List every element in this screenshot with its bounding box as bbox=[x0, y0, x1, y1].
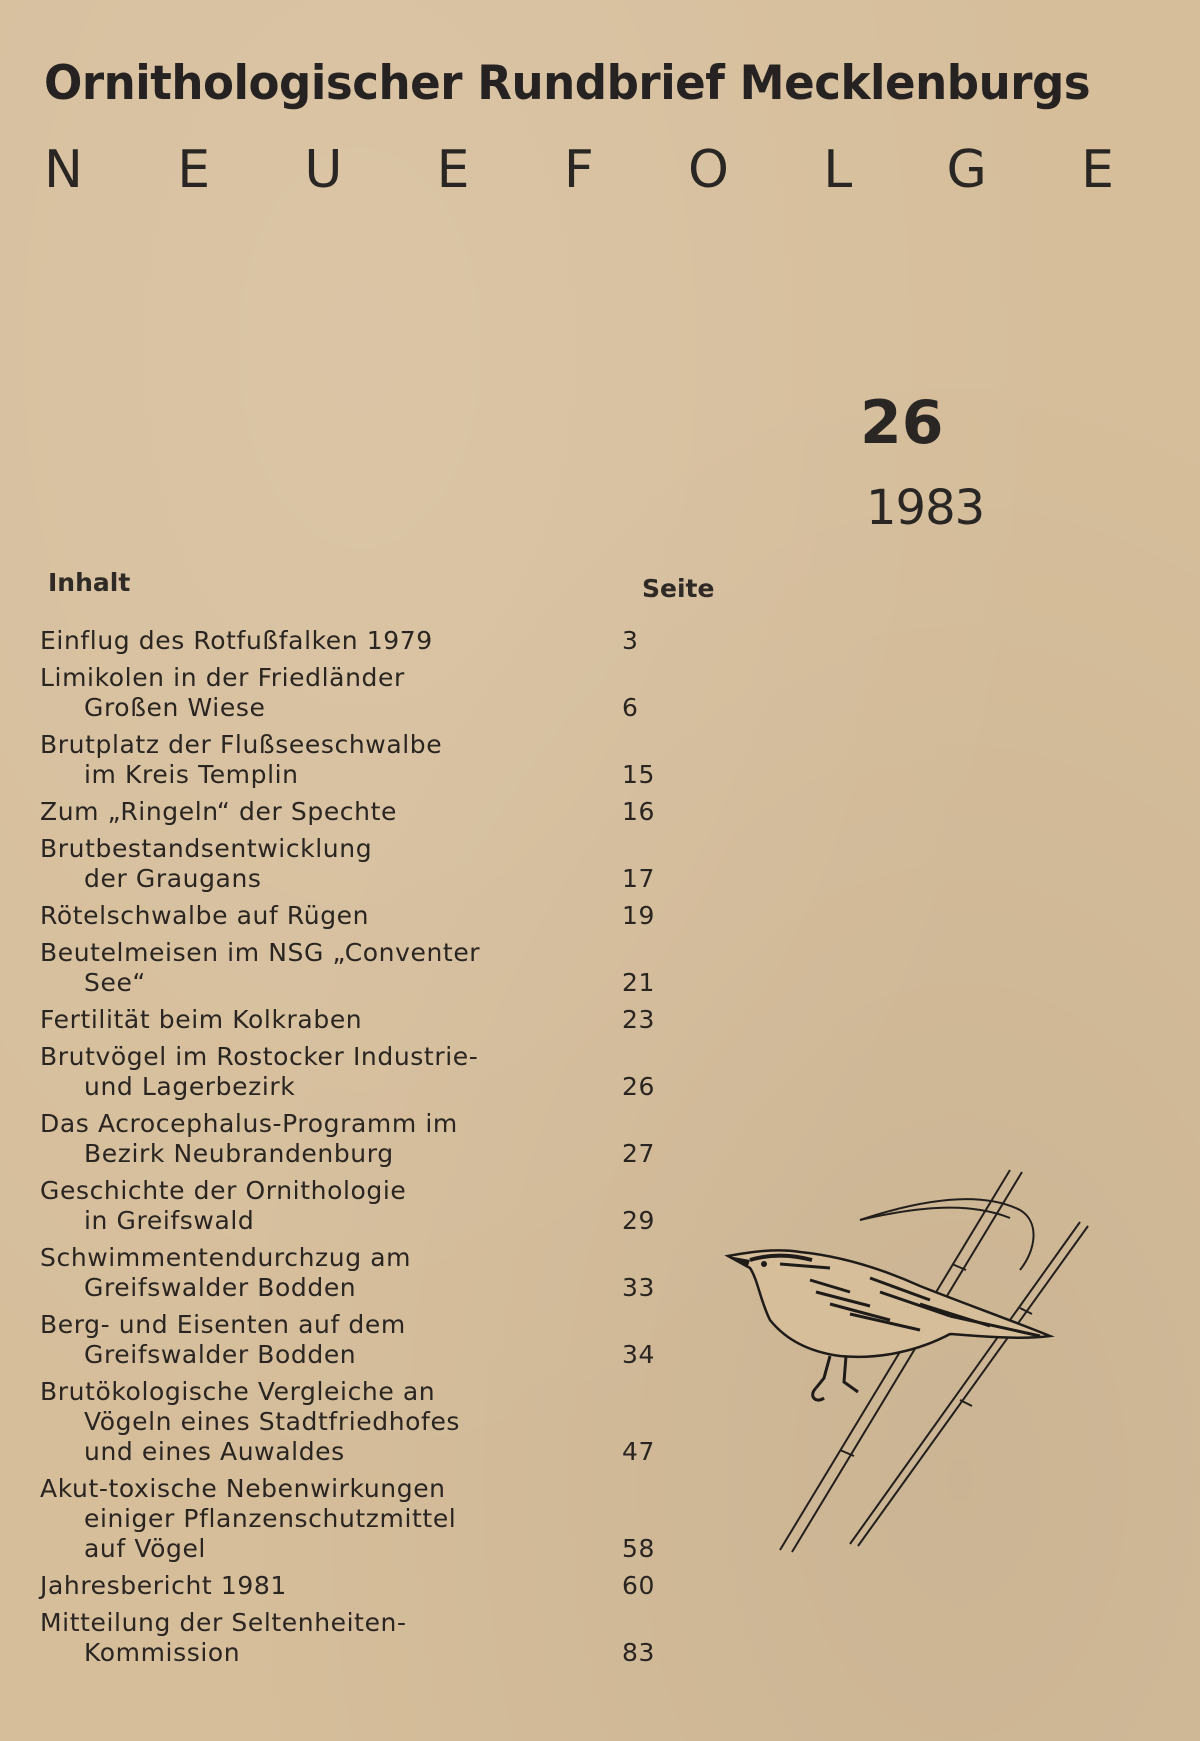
subtitle-letter: N bbox=[44, 140, 83, 200]
toc-entry-title: Schwimmentendurchzug am bbox=[40, 1243, 412, 1272]
toc-entry bbox=[36, 938, 736, 998]
toc-entry-title: Brutökologische Vergleiche an bbox=[40, 1377, 436, 1406]
toc-entry-title: Brutvögel im Rostocker Industrie- bbox=[40, 1042, 479, 1071]
issue-number: 26 bbox=[860, 388, 944, 458]
toc-entry-title-continued: Greifswalder Bodden bbox=[84, 1340, 357, 1369]
toc-entry-title-continued: Vögeln eines Stadtfriedhofes bbox=[84, 1407, 461, 1436]
toc-entry-title: Zum „Ringeln“ der Spechte bbox=[40, 797, 397, 826]
toc-entry-title: Fertilität beim Kolkraben bbox=[40, 1005, 363, 1034]
toc-entry bbox=[36, 1243, 736, 1303]
toc-entry bbox=[36, 1377, 736, 1467]
toc-entry bbox=[36, 1109, 736, 1169]
subtitle-letter: F bbox=[563, 140, 594, 200]
toc-entry-page: 23 bbox=[622, 1005, 656, 1034]
toc-entry bbox=[36, 1571, 736, 1601]
toc-entry bbox=[36, 1474, 736, 1564]
toc-entry-page: 6 bbox=[622, 693, 639, 722]
toc-entry-title-continued: und eines Auwaldes bbox=[84, 1437, 345, 1466]
toc-entry-page: 34 bbox=[622, 1340, 656, 1369]
series-subtitle bbox=[44, 140, 1114, 200]
toc-entry bbox=[36, 834, 736, 894]
toc-entry-page: 83 bbox=[622, 1638, 656, 1667]
toc-entry-page: 15 bbox=[622, 760, 656, 789]
toc-entry-page: 27 bbox=[622, 1139, 656, 1168]
subtitle-letter: L bbox=[823, 140, 853, 200]
toc-entry-title-continued: Kommission bbox=[84, 1638, 241, 1667]
toc-entry-title: Einflug des Rotfußfalken 1979 bbox=[40, 626, 433, 655]
toc-entry-title: Brutbestandsentwicklung bbox=[40, 834, 373, 863]
toc-entry-title-continued: See“ bbox=[84, 968, 146, 997]
subtitle-letter: G bbox=[946, 140, 987, 200]
toc-entry-title: Brutplatz der Flußseeschwalbe bbox=[40, 730, 443, 759]
toc-entry bbox=[36, 663, 736, 723]
subtitle-letter: O bbox=[688, 140, 729, 200]
toc-entry-title: Mitteilung der Seltenheiten- bbox=[40, 1608, 407, 1637]
sedge-warbler-on-reeds-illustration bbox=[720, 1160, 1100, 1560]
toc-entry-title-continued: Großen Wiese bbox=[84, 693, 266, 722]
toc-entry-title: Akut-toxische Nebenwirkungen bbox=[40, 1474, 446, 1503]
toc-entry-title-continued: in Greifswald bbox=[84, 1206, 255, 1235]
toc-entry-page: 29 bbox=[622, 1206, 656, 1235]
toc-entry bbox=[36, 1176, 736, 1236]
toc-entry-page: 19 bbox=[622, 901, 656, 930]
toc-entry-title: Berg- und Eisenten auf dem bbox=[40, 1310, 406, 1339]
toc-entry bbox=[36, 797, 736, 827]
toc-entry bbox=[36, 901, 736, 931]
toc-entry-title-continued: auf Vögel bbox=[84, 1534, 206, 1563]
toc-entry-page: 17 bbox=[622, 864, 656, 893]
toc-entry-title: Beutelmeisen im NSG „Conventer bbox=[40, 938, 481, 967]
toc-contents-heading: Inhalt bbox=[48, 568, 131, 597]
toc-entry-title-continued: einiger Pflanzenschutzmittel bbox=[84, 1504, 457, 1533]
toc-entry-page: 21 bbox=[622, 968, 656, 997]
toc-entry-title: Das Acrocephalus-Programm im bbox=[40, 1109, 458, 1138]
toc-page-heading: Seite bbox=[642, 574, 715, 603]
toc-entry-page: 58 bbox=[622, 1534, 656, 1563]
toc-entry-page: 3 bbox=[622, 626, 639, 655]
toc-entry-title: Rötelschwalbe auf Rügen bbox=[40, 901, 370, 930]
toc-entry-page: 26 bbox=[622, 1072, 656, 1101]
toc-entry bbox=[36, 1042, 736, 1102]
toc-entry bbox=[36, 626, 736, 656]
toc-entry bbox=[36, 730, 736, 790]
subtitle-letter: E bbox=[436, 140, 470, 200]
toc-entry-title-continued: Bezirk Neubrandenburg bbox=[84, 1139, 394, 1168]
journal-title: Ornithologischer Rundbrief Mecklenburgs bbox=[44, 56, 1091, 111]
toc-entry bbox=[36, 1608, 736, 1668]
table-of-contents bbox=[36, 626, 736, 1675]
issue-year: 1983 bbox=[866, 480, 985, 536]
toc-entry bbox=[36, 1005, 736, 1035]
subtitle-letter: U bbox=[304, 140, 343, 200]
subtitle-letter: E bbox=[177, 140, 211, 200]
toc-entry-page: 60 bbox=[622, 1571, 656, 1600]
toc-entry-title: Limikolen in der Friedländer bbox=[40, 663, 405, 692]
toc-entry-page: 47 bbox=[622, 1437, 656, 1466]
bird-figure bbox=[728, 1250, 1050, 1400]
toc-entry-page: 16 bbox=[622, 797, 656, 826]
toc-entry-title-continued: Greifswalder Bodden bbox=[84, 1273, 357, 1302]
toc-entry-page: 33 bbox=[622, 1273, 656, 1302]
subtitle-letter: E bbox=[1081, 140, 1114, 200]
toc-entry-title-continued: und Lagerbezirk bbox=[84, 1072, 296, 1101]
toc-entry-title-continued: im Kreis Templin bbox=[84, 760, 299, 789]
toc-entry-title-continued: der Graugans bbox=[84, 864, 262, 893]
toc-entry-title: Geschichte der Ornithologie bbox=[40, 1176, 407, 1205]
toc-entry bbox=[36, 1310, 736, 1370]
toc-entry-title: Jahresbericht 1981 bbox=[40, 1571, 287, 1600]
